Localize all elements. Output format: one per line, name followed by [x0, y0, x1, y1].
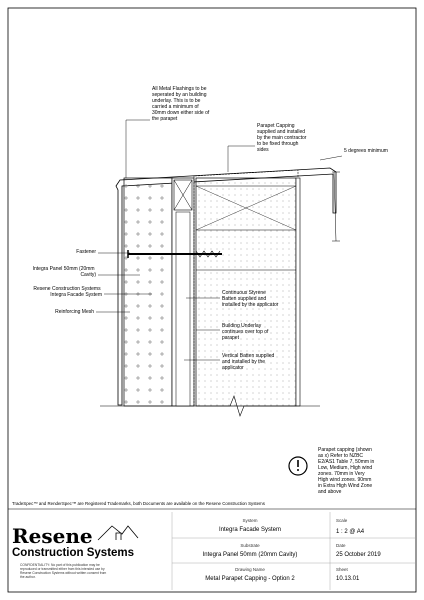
- logo-house-icon: [98, 526, 138, 540]
- logo-wordmark: Resene: [12, 524, 93, 548]
- label-degrees: 5 degrees minimum: [344, 148, 388, 154]
- substrate-label: Substrate: [240, 543, 260, 548]
- label-underlay: Building Underlay continues over top of parapet: [222, 323, 269, 341]
- leader-flashings: [126, 120, 150, 178]
- label-resene-system: Resene Construction Systems Integra Facade System: [33, 286, 102, 298]
- wall-assembly: [100, 168, 340, 416]
- leader-degrees: [320, 156, 342, 160]
- logo-subtitle: Construction Systems: [12, 547, 135, 559]
- drawing-name-label: Drawing Name: [235, 567, 265, 572]
- trademark-note: TradeSpec™ and RenderSpec™ are Registered Trademarks, both Documents are available on the Resene Construction Systems: [12, 501, 265, 506]
- sheet-value: 10.13.01: [336, 576, 360, 582]
- system-label: System: [242, 518, 258, 523]
- sheet-label: Sheet: [336, 567, 348, 572]
- wind-note: [289, 447, 376, 495]
- label-mesh: Reinforcing Mesh: [55, 309, 94, 315]
- confidentiality-note: CONFIDENTIALITY: No part of this publication may be reproduced or transmitted either from this intended use by Resene Construction Systems without written consent from the author.: [20, 563, 107, 579]
- date-label: Date: [336, 543, 346, 548]
- system-value: Integra Facade System: [218, 527, 282, 533]
- date-value: 25 October 2019: [336, 552, 381, 558]
- scale-value: 1 : 2 @ A4: [336, 529, 365, 535]
- label-fastener: Fastener: [76, 249, 96, 255]
- title-block: [12, 512, 416, 590]
- wall-lining: [296, 178, 300, 406]
- leader-capping: [228, 146, 255, 172]
- drawing-name-value: Metal Parapet Capping - Option 2: [205, 576, 295, 582]
- label-vertical-batten: Vertical Batten supplied and installed by the applicator: [222, 353, 275, 371]
- label-capping: Parapet Capping supplied and installed by the main contractor to be fixed through sides: [257, 123, 307, 153]
- label-flashings: All Metal Flashings to be seperated by an building underlay. This is to be carried a minimum of 30mm down either side of the parapet: [152, 86, 210, 122]
- substrate-value: Integra Panel 50mm (20mm Cavity): [202, 552, 298, 558]
- label-integra-panel: Integra Panel 50mm (20mm Cavity): [32, 266, 96, 278]
- integra-panel: [124, 178, 172, 406]
- label-styrene: Continuous Styrene Batten supplied and installed by the applicator: [222, 290, 279, 308]
- vertical-batten: [176, 212, 190, 406]
- label-wind-note: Parapet capping (shown as x) Refer to NZBC E2/AS1 Table 7, 50mm in Low, Medium, High wind zones. 70mm in Very High wind zones. 90mm in Extra High Wind Zone and above: [318, 447, 375, 495]
- scale-label: Scale: [336, 518, 348, 523]
